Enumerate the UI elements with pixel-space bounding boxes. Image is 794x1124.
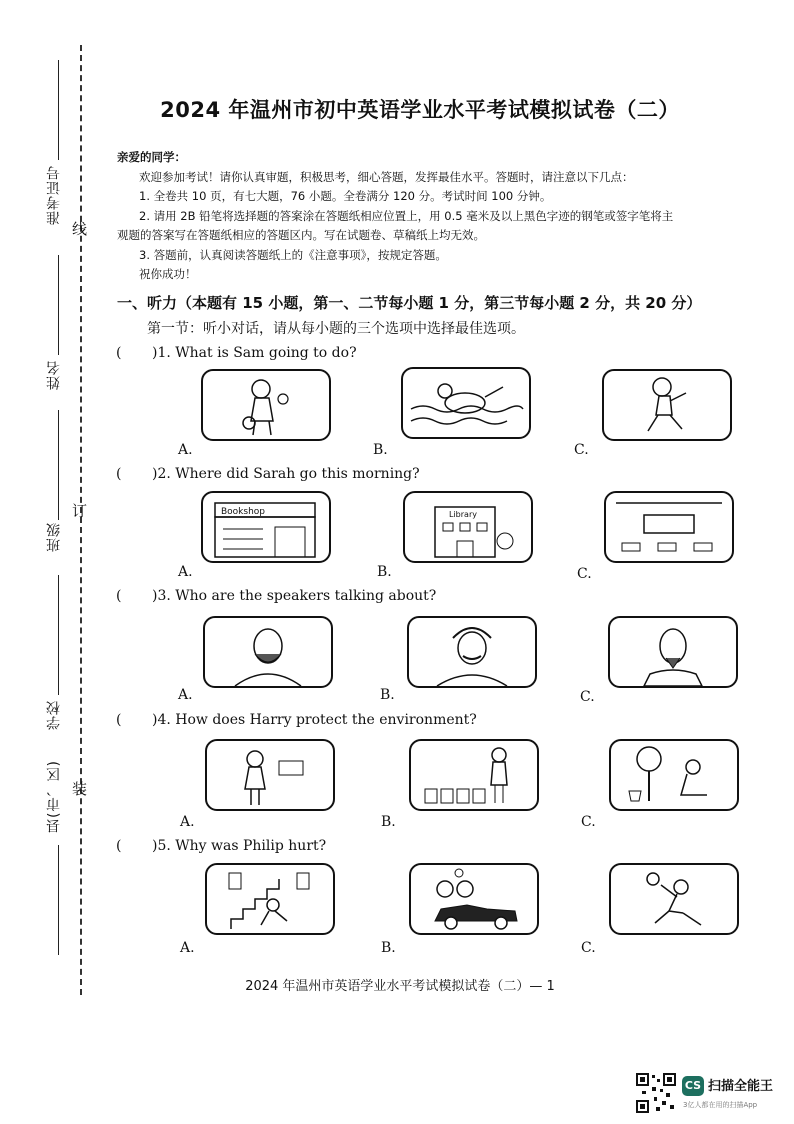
page-title: 2024 年温州市初中英语学业水平考试模拟试卷（二） xyxy=(160,98,680,122)
option-a-label: A. xyxy=(180,814,195,830)
notice-line: 3. 答题前，认真阅读答题纸上的《注意事项》，按规定答题。 xyxy=(139,247,447,262)
planting-tree-icon xyxy=(609,739,739,811)
field-line xyxy=(58,60,59,160)
answer-blank[interactable]: ( xyxy=(116,712,122,728)
field-class: 班级 xyxy=(46,522,62,552)
page-footer: 2024 年温州市英语学业水平考试模拟试卷（二）— 1 xyxy=(245,979,555,994)
question-4 xyxy=(116,712,477,728)
field-school: 学校 xyxy=(46,700,62,730)
trash-sorting-icon xyxy=(409,739,539,811)
portrait-man-2-icon xyxy=(407,616,537,688)
answer-blank[interactable]: ( xyxy=(116,838,122,854)
bookshop-icon xyxy=(201,491,331,563)
answer-blank[interactable]: ( xyxy=(116,588,122,604)
swimming-icon xyxy=(401,367,531,439)
option-a-label: A. xyxy=(180,940,195,956)
girl-writing-icon xyxy=(205,739,335,811)
bind-mark-ding: 订 xyxy=(72,502,88,520)
question-text: )4. How does Harry protect the environment? xyxy=(152,712,477,728)
field-name: 姓名 xyxy=(46,360,62,390)
notice-line: 1. 全卷共 10 页，有七大题，76 小题。全卷满分 120 分。考试时间 100 分钟。 xyxy=(139,189,552,203)
subsection-heading: 第一节：听小对话，请从每小题的三个选项中选择最佳选项。 xyxy=(147,321,525,337)
option-a-label: A. xyxy=(178,687,193,703)
option-c-label: C. xyxy=(580,689,595,705)
question-2 xyxy=(116,466,420,482)
question-3 xyxy=(116,588,436,604)
notice-line: 观题的答案写在答题纸相应的答题区内。写在试题卷、草稿纸上均无效。 xyxy=(117,228,485,242)
bookshop-sign: Bookshop xyxy=(221,507,266,517)
option-a-label: A. xyxy=(178,564,193,580)
boy-running-icon xyxy=(602,369,732,441)
question-text: )5. Why was Philip hurt? xyxy=(152,838,327,854)
option-b-label: B. xyxy=(381,814,396,830)
portrait-man-3-icon xyxy=(608,616,738,688)
field-line xyxy=(58,845,59,955)
option-b-label: B. xyxy=(381,940,396,956)
exam-notice xyxy=(117,148,757,285)
bike-car-accident-icon xyxy=(409,863,539,935)
option-b-label: B. xyxy=(380,687,395,703)
library-sign: Library xyxy=(449,510,477,519)
notice-line: 2. 请用 2B 铅笔将选择题的答案涂在答题纸相应位置上，用 0.5 毫米及以上黑色字迹的钢笔或签字笔将主 xyxy=(139,208,674,223)
question-5 xyxy=(116,838,326,854)
option-b-label: B. xyxy=(377,564,392,580)
boy-basketball-icon xyxy=(201,369,331,441)
field-line xyxy=(58,255,59,355)
scanner-app-name: 扫描全能王 xyxy=(708,1079,774,1094)
camscanner-logo-icon: CS xyxy=(682,1076,704,1096)
binding-margin xyxy=(0,0,110,1000)
option-c-label: C. xyxy=(574,442,589,458)
answer-blank[interactable]: ( xyxy=(116,466,122,482)
option-c-label: C. xyxy=(581,814,596,830)
football-kick-icon xyxy=(609,863,739,935)
question-1 xyxy=(116,345,357,361)
portrait-man-1-icon xyxy=(203,616,333,688)
section-heading: 一、听力（本题有 15 小题，第一、二节每小题 1 分，第三节每小题 2 分，共 20 分） xyxy=(117,294,702,312)
qr-code-icon xyxy=(636,1073,676,1113)
field-line xyxy=(58,410,59,520)
question-text: )3. Who are the speakers talking about? xyxy=(152,588,437,604)
notice-line: 欢迎参加考试！请你认真审题，积极思考，细心答题，发挥最佳水平。答题时，请注意以下几点： xyxy=(139,169,634,184)
falling-stairs-icon xyxy=(205,863,335,935)
field-district: 县(市、区) xyxy=(46,760,62,833)
option-b-label: B. xyxy=(373,442,388,458)
scanner-tagline: 3亿人都在用的扫描App xyxy=(683,1101,758,1109)
field-exam-number: 准考证号 xyxy=(46,165,62,225)
option-c-label: C. xyxy=(581,940,596,956)
library-icon xyxy=(403,491,533,563)
option-a-label: A. xyxy=(178,442,193,458)
notice-line: 祝你成功！ xyxy=(139,267,197,281)
option-c-label: C. xyxy=(577,566,592,582)
notice-greeting: 亲爱的同学： xyxy=(117,150,186,164)
answer-blank[interactable]: ( xyxy=(116,345,122,361)
classroom-icon xyxy=(604,491,734,563)
bind-mark-zhuang: 装 xyxy=(72,780,88,798)
question-text: )2. Where did Sarah go this morning? xyxy=(152,466,420,482)
question-text: )1. What is Sam going to do? xyxy=(152,345,357,361)
field-line xyxy=(58,575,59,695)
bind-mark-xian: 线 xyxy=(72,220,88,238)
